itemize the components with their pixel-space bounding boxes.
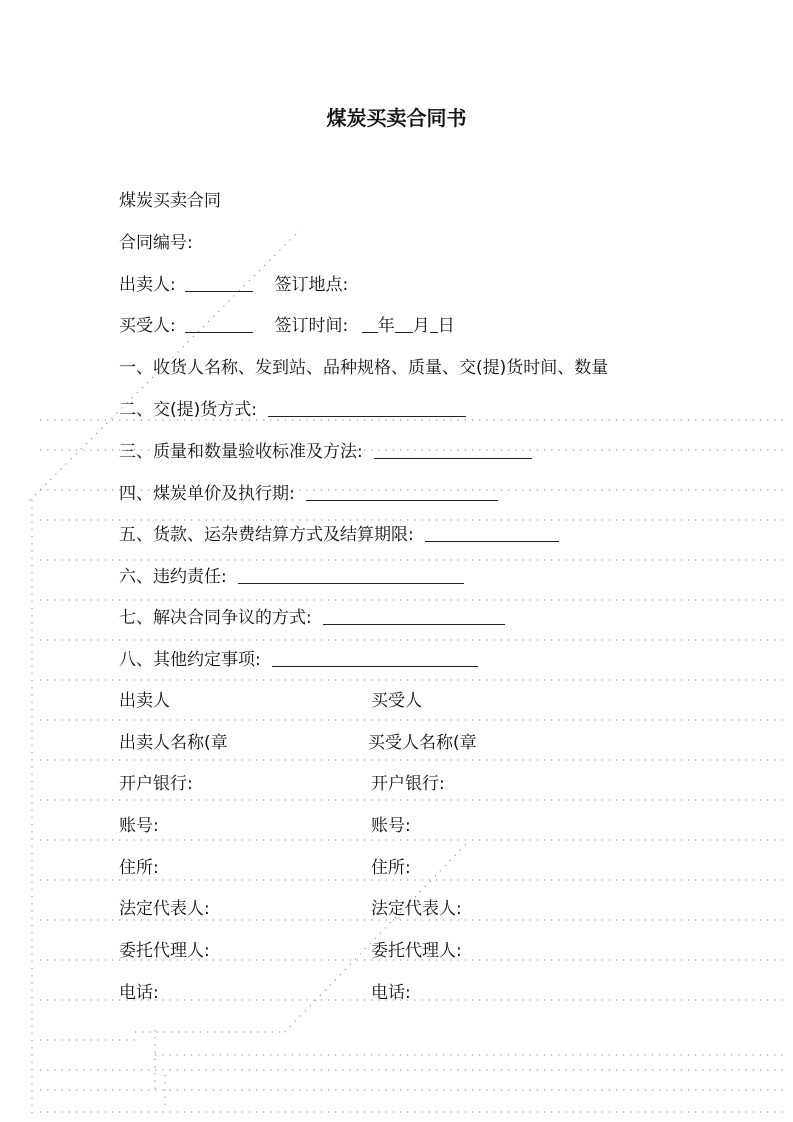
seller-legal-rep: 法定代表人:	[119, 899, 210, 919]
clause-7	[119, 607, 505, 629]
clause-2	[119, 399, 466, 421]
seller-label: 出卖人:	[119, 275, 176, 295]
year-label: 年	[377, 316, 395, 336]
buyer-name-seal: 买受人名称(章	[368, 733, 477, 753]
clause-6	[119, 566, 464, 588]
clause-8-blank[interactable]	[272, 650, 478, 667]
clause-5-blank[interactable]	[425, 525, 559, 542]
clause-3-label: 三、质量和数量验收标准及方法:	[119, 442, 363, 462]
seller-blank[interactable]	[185, 275, 253, 292]
clause-4	[119, 483, 498, 505]
contract-subtitle: 煤炭买卖合同	[119, 191, 221, 211]
buyer-line	[119, 315, 455, 337]
clause-4-label: 四、煤炭单价及执行期:	[119, 484, 295, 504]
month-label: 月	[412, 316, 430, 336]
buyer-legal-rep: 法定代表人:	[371, 899, 462, 919]
signing-time-label: 签订时间:	[274, 316, 349, 336]
clause-6-label: 六、违约责任:	[119, 567, 227, 587]
month-blank[interactable]	[395, 316, 413, 333]
seller-heading: 出卖人	[119, 691, 170, 711]
clause-6-blank[interactable]	[238, 567, 464, 584]
clause-7-blank[interactable]	[323, 608, 505, 625]
clause-2-blank[interactable]	[268, 400, 466, 417]
day-label: 日	[437, 316, 455, 336]
buyer-blank[interactable]	[185, 316, 253, 333]
buyer-account: 账号:	[371, 816, 411, 836]
clause-5-label: 五、货款、运杂费结算方式及结算期限:	[119, 525, 414, 545]
seller-name-seal: 出卖人名称(章	[119, 733, 228, 753]
buyer-address: 住所:	[371, 858, 411, 878]
document-title: 煤炭买卖合同书	[326, 106, 467, 130]
buyer-heading: 买受人	[371, 691, 422, 711]
buyer-phone: 电话:	[371, 983, 411, 1003]
seller-address: 住所:	[119, 858, 159, 878]
seller-line	[119, 274, 348, 296]
buyer-bank: 开户银行:	[371, 774, 445, 794]
seller-account: 账号:	[119, 816, 159, 836]
clause-4-blank[interactable]	[306, 484, 498, 501]
seller-phone: 电话:	[119, 983, 159, 1003]
buyer-agent: 委托代理人:	[371, 941, 462, 961]
clause-5	[119, 524, 559, 546]
clause-3	[119, 441, 532, 463]
seller-bank: 开户银行:	[119, 774, 193, 794]
clause-1: 一、收货人名称、发到站、品种规格、质量、交(提)货时间、数量	[119, 358, 609, 378]
clause-8	[119, 649, 478, 671]
day-blank[interactable]	[430, 316, 438, 333]
signing-place-label: 签订地点:	[274, 275, 349, 295]
clause-7-label: 七、解决合同争议的方式:	[119, 608, 312, 628]
year-blank[interactable]	[362, 316, 378, 333]
seller-agent: 委托代理人:	[119, 941, 210, 961]
clause-8-label: 八、其他约定事项:	[119, 650, 261, 670]
contract-number-label: 合同编号:	[119, 233, 193, 253]
buyer-label: 买受人:	[119, 316, 176, 336]
clause-2-label: 二、交(提)货方式:	[119, 400, 257, 420]
clause-3-blank[interactable]	[374, 442, 532, 459]
